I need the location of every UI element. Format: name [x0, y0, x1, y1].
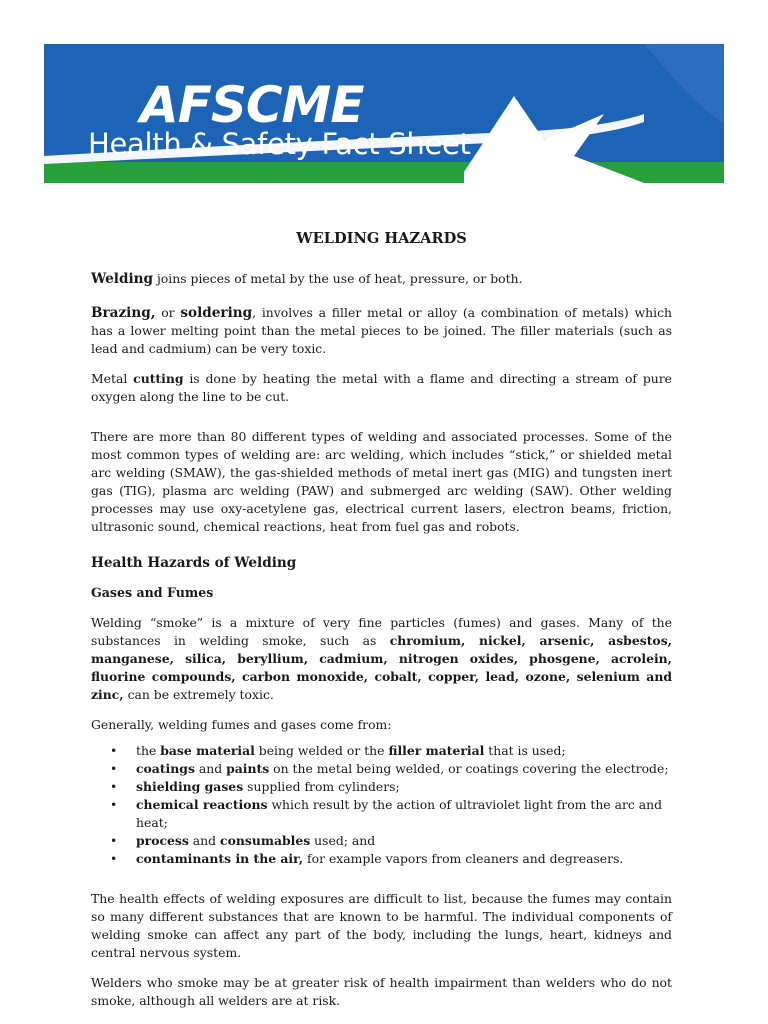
paragraph-welding	[91, 270, 672, 288]
paragraph-text: , involves a filler metal or alloy (a combination of metals) which has a lower melting point than the metal pieces to be joined. The filler materials (such as lead and cadmium) can be very toxic.	[91, 305, 672, 356]
item-term: contaminants in the air,	[136, 851, 304, 866]
bullet-icon: •	[110, 743, 118, 758]
list-item	[110, 760, 672, 778]
paragraph-brazing	[91, 304, 672, 358]
paragraph-text: or	[155, 305, 181, 320]
item-text: and	[188, 833, 221, 848]
list-item	[110, 832, 672, 850]
item-text: for example vapors from cleaners and degreasers.	[303, 851, 624, 866]
afscme-logo: AFSCME	[140, 76, 364, 134]
item-term: base material	[160, 743, 255, 758]
list-item	[110, 742, 672, 760]
bullet-icon: •	[110, 761, 118, 776]
list-item	[110, 796, 672, 832]
item-text: that is used;	[484, 743, 566, 758]
sources-list	[91, 742, 672, 868]
item-term: paints	[226, 761, 270, 776]
item-term: consumables	[220, 833, 311, 848]
paragraph-text: Welding “smoke” is a mixture of very fine particles (fumes) and gases. Many of the substances in welding smoke, such as	[91, 615, 672, 648]
paragraph-cutting	[91, 370, 672, 406]
paragraph-smoke	[91, 614, 672, 704]
item-text: used; and	[310, 833, 376, 848]
item-term: filler material	[388, 743, 485, 758]
term-soldering: soldering	[180, 305, 253, 321]
toxic-substances: chromium, nickel, arsenic, asbestos, manganese, silica, beryllium, cadmium, nitrogen oxides, phosgene, acrolein, fluorine compounds, carbon monoxide, cobalt, copper, lead, ozone, selenium and zinc,	[91, 633, 672, 702]
paragraph-types: There are more than 80 different types of welding and associated processes. Some of the most common types of welding are: arc welding, which includes “stick,” or shielded metal arc welding (SMAW), the gas-shielded methods of metal inert gas (MIG) and tungsten inert gas (TIG), plasma arc welding (PAW) and submerged arc welding (SAW). Other welding processes may use oxy-acetylene gas, electrical current lasers, electron beams, friction, ultrasonic sound, chemical reactions, heat from fuel gas and robots.	[91, 429, 672, 534]
item-text: on the metal being welded, or coatings covering the electrode;	[269, 761, 669, 776]
item-term: coatings	[136, 761, 195, 776]
page-title: WELDING HAZARDS	[296, 230, 467, 247]
item-text: supplied from cylinders;	[243, 779, 400, 794]
header-banner	[44, 44, 724, 183]
bullet-icon: •	[110, 833, 118, 848]
term-cutting: cutting	[133, 371, 184, 386]
paragraph-health-effects: The health effects of welding exposures are difficult to list, because the fumes may contain so many different substances that are known to be harmful. The individual components of welding smoke can affect any part of the body, including the lungs, heart, kidneys and central nervous system.	[91, 891, 672, 960]
item-text: being welded or the	[254, 743, 389, 758]
item-term: chemical reactions	[136, 797, 268, 812]
term-brazing: Brazing,	[91, 305, 156, 321]
paragraph-smokers: Welders who smoke may be at greater risk of health impairment than welders who do not smoke, although all welders are at risk.	[91, 975, 672, 1008]
item-text: and	[194, 761, 227, 776]
document-body	[91, 230, 672, 1010]
item-text: the	[136, 743, 161, 758]
item-term: shielding gases	[136, 779, 244, 794]
term-welding: Welding	[91, 271, 154, 287]
heading-gases-fumes: Gases and Fumes	[91, 585, 214, 600]
paragraph-text: joins pieces of metal by the use of heat, pressure, or both.	[153, 271, 523, 286]
bullet-icon: •	[110, 851, 118, 866]
paragraph-text: can be extremely toxic.	[123, 687, 274, 702]
heading-health-hazards: Health Hazards of Welding	[91, 555, 297, 571]
item-term: process	[136, 833, 189, 848]
paragraph-text: Metal	[91, 371, 134, 386]
bullet-icon: •	[110, 797, 118, 812]
bullet-icon: •	[110, 779, 118, 794]
banner-subtitle: Health & Safety Fact Sheet	[88, 127, 471, 161]
list-item	[110, 850, 672, 868]
paragraph-text: is done by heating the metal with a flame and directing a stream of pure oxygen along the line to be cut.	[91, 371, 672, 404]
list-item	[110, 778, 672, 796]
paragraph-sources-intro: Generally, welding fumes and gases come from:	[91, 717, 392, 732]
item-text: which result by the action of ultraviolet light from the arc and heat;	[136, 797, 663, 830]
